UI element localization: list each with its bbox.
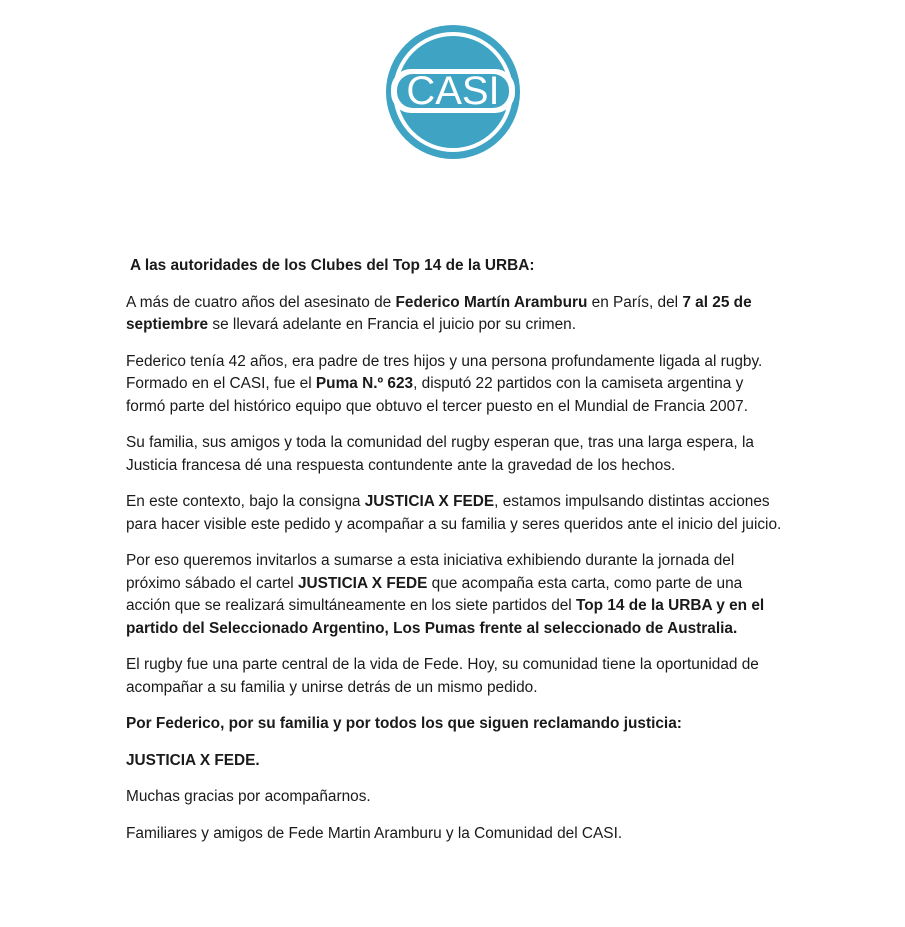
letter-paragraph-5: Por eso queremos invitarlos a sumarse a esta iniciativa exhibiendo durante la jornada del próximo sábado el cartel JUSTICIA X FEDE que acompaña esta carta, como parte de una acción que se realizará simultáneamente en los siete partidos del Top 14 de la URBA y en el partido del Seleccionado Argentino, Los Pumas frente al seleccionado de Australia. — [126, 552, 765, 637]
letter-closing-call: Por Federico, por su familia y por todos los que siguen reclamando justicia: — [126, 715, 682, 732]
letter-paragraph-6: El rugby fue una parte central de la vida de Fede. Hoy, su comunidad tiene la oportunidad de acompañar a su familia y unirse detrás de un mismo pedido. — [126, 656, 759, 696]
letter-paragraph-1: A más de cuatro años del asesinato de Federico Martín Aramburu en París, del 7 al 25 de septiembre se llevará adelante en Francia el juicio por su crimen. — [126, 293, 752, 333]
letter-paragraph-2: Federico tenía 42 años, era padre de tres hijos y una persona profundamente ligada al rugby. Formado en el CASI, fue el Puma N.º 623, disputó 22 partidos con la camiseta argentina y formó parte del histórico equipo que obtuvo el tercer puesto en el Mundial de Francia 2007. — [126, 352, 763, 415]
letter-thanks: Muchas gracias por acompañarnos. — [126, 788, 371, 805]
letter-paragraph-3: Su familia, sus amigos y toda la comunidad del rugby esperan que, tras una larga espera, la Justicia francesa dé una respuesta contundente ante la gravedad de los hechos. — [126, 434, 754, 474]
letter-paragraph-4: En este contexto, bajo la consigna JUSTICIA X FEDE, estamos impulsando distintas acciones para hacer visible este pedido y acompañar a su familia y seres queridos ante el inicio del juicio. — [126, 493, 782, 533]
letter-signature: Familiares y amigos de Fede Martin Aramburu y la Comunidad del CASI. — [126, 824, 623, 842]
letter-salutation: A las autoridades de los Clubes del Top 14 de la URBA: — [130, 257, 535, 274]
casi-logo-text: CASI — [406, 69, 500, 113]
letter-slogan: JUSTICIA X FEDE. — [126, 751, 260, 769]
letter-body — [126, 255, 786, 859]
casi-logo — [385, 24, 521, 160]
